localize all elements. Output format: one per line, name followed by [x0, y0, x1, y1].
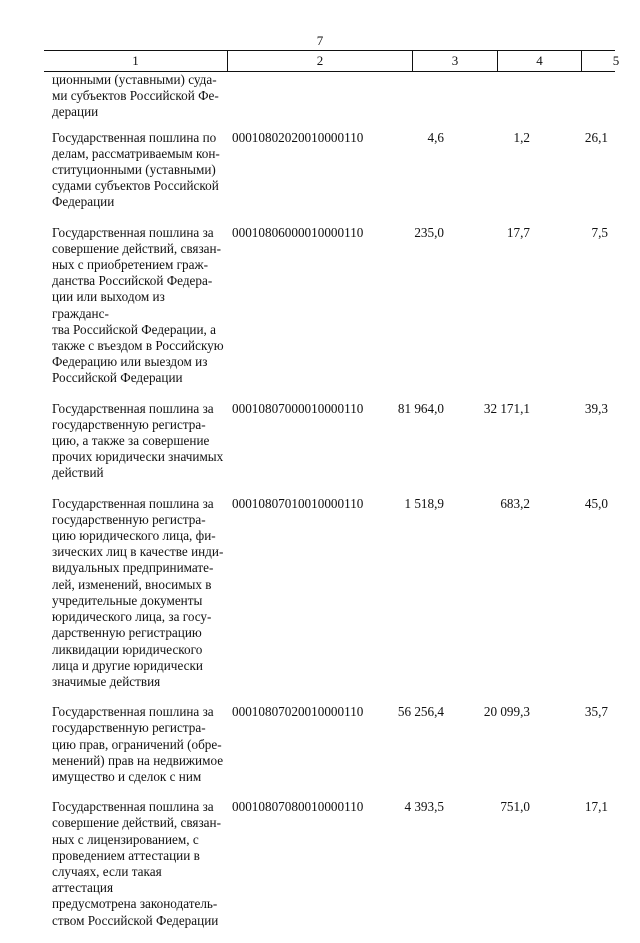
table-row	[52, 225, 612, 387]
value-col4: 683,2	[500, 495, 530, 511]
table-row	[52, 72, 612, 121]
value-col4: 17,7	[506, 224, 530, 240]
table-row	[52, 401, 612, 482]
budget-code: 00010807080010000110	[232, 799, 364, 815]
value-col5: 7,5	[591, 224, 608, 240]
value-col4: 751,0	[500, 799, 530, 815]
page-number: 7	[316, 33, 324, 48]
value-col5: 26,1	[584, 129, 608, 145]
value-col3: 1 518,9	[404, 495, 444, 511]
value-col3: 4 393,5	[404, 799, 444, 815]
column-header-1: 1	[132, 53, 139, 68]
value-col5: 45,0	[584, 495, 608, 511]
value-col3: 4,6	[427, 129, 444, 145]
value-col3: 235,0	[414, 224, 444, 240]
value-col3: 56 256,4	[397, 704, 444, 720]
table-row	[52, 799, 612, 929]
budget-code: 00010802020010000110	[232, 129, 364, 145]
revenue-name: ционными (уставными) суда- ми субъектов Российской Фе- дерации	[52, 72, 219, 120]
value-col5: 17,1	[584, 799, 608, 815]
table-body	[52, 72, 612, 943]
column-header-5-label: 5	[612, 53, 620, 68]
table-row	[52, 130, 612, 211]
column-header-4: 4	[497, 51, 581, 71]
value-col5: 39,3	[584, 400, 608, 416]
revenue-name: Государственная пошлина за совершение действий, связан- ных с приобретением граж- данства Российской Федера- ции или выходом из гражданс- тва Российской Федерации, а также с въездом в Российскую Федерацию или выездом из Российской Федерации	[52, 224, 224, 386]
budget-code: 00010806000010000110	[232, 224, 364, 240]
value-col3: 81 964,0	[397, 400, 444, 416]
table-row	[52, 704, 612, 785]
column-header-5	[581, 51, 620, 71]
revenue-name: Государственная пошлина за государственную регистра- цию юридического лица, фи- зических лиц в качестве инди- видуальных предпринимате- лей, изменений, вносимых в учредительные документы юридического лица, за госу- дарственную регистрацию ликвидации юридического лица и другие юридически значимые действия	[52, 495, 224, 689]
value-col5: 35,7	[584, 704, 608, 720]
column-header-2: 2	[227, 51, 412, 71]
revenue-name: Государственная пошлина по делам, рассматриваемым кон- ституционными (уставными) судами субъектов Российской Федерации	[52, 129, 220, 210]
budget-code: 00010807000010000110	[232, 400, 364, 416]
revenue-name: Государственная пошлина за государственную регистра- цию, а также за совершение прочих юридически значимых действий	[52, 400, 224, 481]
table-header	[44, 50, 620, 72]
value-col4: 1,2	[513, 129, 530, 145]
table-row	[52, 496, 612, 690]
budget-code: 00010807010010000110	[232, 495, 364, 511]
value-col4: 20 099,3	[483, 704, 530, 720]
budget-code: 00010807020010000110	[232, 704, 364, 720]
column-header-3: 3	[412, 51, 497, 71]
value-col4: 32 171,1	[483, 400, 530, 416]
revenue-name: Государственная пошлина за государственную регистра- цию прав, ограничений (обре- менений) прав на недвижимое имущество и сделок с ним	[52, 704, 224, 784]
revenue-name: Государственная пошлина за совершение действий, связан- ных с лицензированием, с проведением аттестации в случаях, если такая аттестация предусмотрена законодатель- ством Российской Федерации	[52, 799, 221, 928]
